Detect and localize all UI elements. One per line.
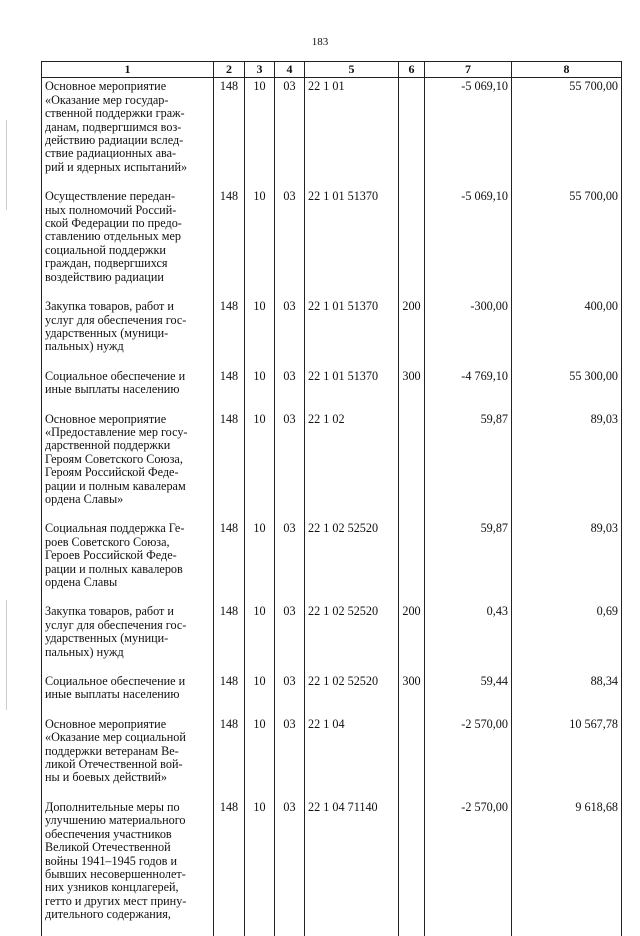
- total-amount: 89,03: [512, 520, 622, 603]
- subsection-code: 03: [275, 603, 305, 673]
- column-header: 3: [245, 62, 275, 78]
- row-description: Основное мероприятие «Предоставление мер госу- дарственной поддержки Героям Советского Союза, Героям Российской Феде- рации и полным кавалерам ордена Славы»: [42, 411, 214, 521]
- section-code: 10: [245, 368, 275, 411]
- row-description: Закупка товаров, работ и услуг для обеспечения гос- ударственных (муници- пальных) нужд: [42, 298, 214, 368]
- admin-code: 148: [214, 520, 245, 603]
- change-amount: -2 570,00: [425, 716, 512, 799]
- budget-table: [41, 61, 622, 936]
- column-header: 4: [275, 62, 305, 78]
- target-article-code: 22 1 04: [305, 716, 399, 799]
- table-row: [42, 799, 622, 936]
- table-row: [42, 603, 622, 673]
- column-header: 8: [512, 62, 622, 78]
- target-article-code: 22 1 01: [305, 78, 399, 188]
- admin-code: 148: [214, 78, 245, 188]
- target-article-code: 22 1 02 52520: [305, 673, 399, 716]
- expense-type-code: [399, 799, 425, 936]
- subsection-code: 03: [275, 411, 305, 521]
- admin-code: 148: [214, 188, 245, 298]
- column-header: 5: [305, 62, 399, 78]
- change-amount: 0,43: [425, 603, 512, 673]
- table-row: [42, 716, 622, 799]
- expense-type-code: 200: [399, 298, 425, 368]
- admin-code: 148: [214, 368, 245, 411]
- target-article-code: 22 1 01 51370: [305, 368, 399, 411]
- section-code: 10: [245, 799, 275, 936]
- row-description: Социальное обеспечение и иные выплаты населению: [42, 368, 214, 411]
- expense-type-code: [399, 411, 425, 521]
- table-row: [42, 368, 622, 411]
- target-article-code: 22 1 02: [305, 411, 399, 521]
- subsection-code: 03: [275, 520, 305, 603]
- subsection-code: 03: [275, 716, 305, 799]
- total-amount: 89,03: [512, 411, 622, 521]
- change-amount: -4 769,10: [425, 368, 512, 411]
- row-description: Основное мероприятие «Оказание мер социальной поддержки ветеранам Ве- ликой Отечественной вой- ны и боевых действий»: [42, 716, 214, 799]
- column-header: 6: [399, 62, 425, 78]
- row-description: Социальная поддержка Ге- роев Советского Союза, Героев Российской Феде- рации и полных кавалеров ордена Славы: [42, 520, 214, 603]
- row-description: Дополнительные меры по улучшению материального обеспечения участников Великой Отечественной войны 1941–1945 годов и бывших несовершеннолет- них узников концлагерей, гетто и других мест прину- дительного содержания,: [42, 799, 214, 936]
- section-code: 10: [245, 188, 275, 298]
- expense-type-code: [399, 188, 425, 298]
- total-amount: 10 567,78: [512, 716, 622, 799]
- total-amount: 9 618,68: [512, 799, 622, 936]
- section-code: 10: [245, 298, 275, 368]
- table-row: [42, 188, 622, 298]
- section-code: 10: [245, 520, 275, 603]
- admin-code: 148: [214, 716, 245, 799]
- target-article-code: 22 1 02 52520: [305, 520, 399, 603]
- admin-code: 148: [214, 673, 245, 716]
- column-header: 7: [425, 62, 512, 78]
- expense-type-code: [399, 716, 425, 799]
- section-code: 10: [245, 603, 275, 673]
- column-header: 1: [42, 62, 214, 78]
- table-row: [42, 673, 622, 716]
- total-amount: 88,34: [512, 673, 622, 716]
- target-article-code: 22 1 04 71140: [305, 799, 399, 936]
- section-code: 10: [245, 411, 275, 521]
- change-amount: -300,00: [425, 298, 512, 368]
- row-description: Осуществление передан- ных полномочий Россий- ской Федерации по предо- ставлению отдельных мер социальной поддержки граждан, подвергшихся воздействию радиации: [42, 188, 214, 298]
- section-code: 10: [245, 673, 275, 716]
- subsection-code: 03: [275, 78, 305, 188]
- expense-type-code: [399, 78, 425, 188]
- page-number: 183: [311, 36, 329, 48]
- change-amount: 59,87: [425, 411, 512, 521]
- subsection-code: 03: [275, 188, 305, 298]
- total-amount: 400,00: [512, 298, 622, 368]
- admin-code: 148: [214, 799, 245, 936]
- admin-code: 148: [214, 411, 245, 521]
- target-article-code: 22 1 02 52520: [305, 603, 399, 673]
- row-description: Основное мероприятие «Оказание мер государ- ственной поддержки граж- данам, подвергшимся воз- действию радиации вслед- ствие радиационных ава- рий и ядерных испытаний»: [42, 78, 214, 188]
- change-amount: -5 069,10: [425, 78, 512, 188]
- table-row: [42, 78, 622, 188]
- expense-type-code: 200: [399, 603, 425, 673]
- target-article-code: 22 1 01 51370: [305, 188, 399, 298]
- expense-type-code: 300: [399, 368, 425, 411]
- total-amount: 55 700,00: [512, 78, 622, 188]
- admin-code: 148: [214, 298, 245, 368]
- change-amount: 59,44: [425, 673, 512, 716]
- table-row: [42, 411, 622, 521]
- expense-type-code: [399, 520, 425, 603]
- subsection-code: 03: [275, 799, 305, 936]
- row-description: Социальное обеспечение и иные выплаты населению: [42, 673, 214, 716]
- change-amount: -2 570,00: [425, 799, 512, 936]
- total-amount: 55 300,00: [512, 368, 622, 411]
- row-description: Закупка товаров, работ и услуг для обеспечения гос- ударственных (муници- пальных) нужд: [42, 603, 214, 673]
- section-code: 10: [245, 78, 275, 188]
- scan-artifact-line: [6, 600, 7, 710]
- table-body: [42, 78, 622, 936]
- admin-code: 148: [214, 603, 245, 673]
- target-article-code: 22 1 01 51370: [305, 298, 399, 368]
- table-row: [42, 298, 622, 368]
- change-amount: 59,87: [425, 520, 512, 603]
- total-amount: 0,69: [512, 603, 622, 673]
- subsection-code: 03: [275, 368, 305, 411]
- column-header: 2: [214, 62, 245, 78]
- total-amount: 55 700,00: [512, 188, 622, 298]
- table-row: [42, 520, 622, 603]
- scan-artifact-line: [6, 120, 7, 210]
- subsection-code: 03: [275, 673, 305, 716]
- subsection-code: 03: [275, 298, 305, 368]
- table-header-row: [42, 62, 622, 78]
- section-code: 10: [245, 716, 275, 799]
- expense-type-code: 300: [399, 673, 425, 716]
- change-amount: -5 069,10: [425, 188, 512, 298]
